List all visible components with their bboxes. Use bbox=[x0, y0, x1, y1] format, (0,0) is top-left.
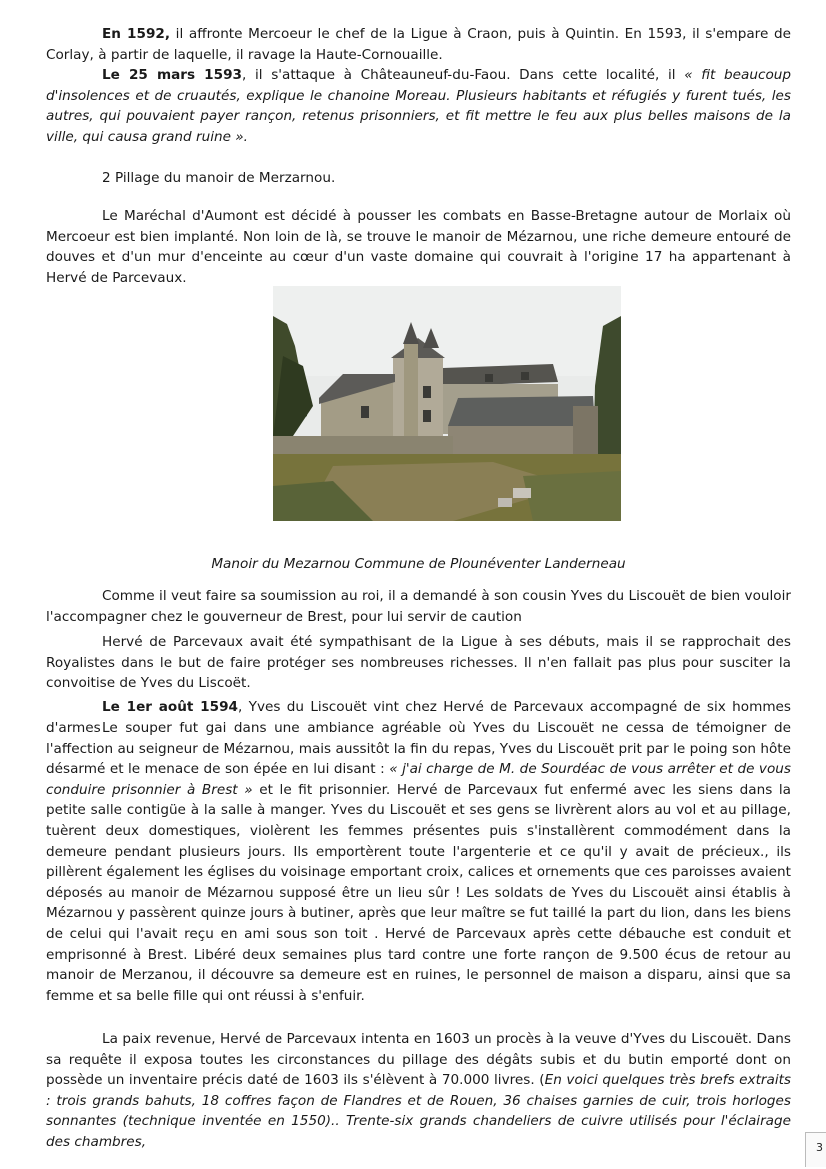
paragraph-1er-aout-1594: Le 1er août 1594, Yves du Liscouët vint chez Hervé de Parcevaux accompagné de six hommes d'armes bbox=[46, 699, 792, 736]
paragraph-1592: En 1592, il affronte Mercoeur le chef de la Ligue à Craon, puis à Quintin. En 1593, il s'empare de Corlay, à partir de laquelle, il ravage la Haute-Cornouaille. bbox=[46, 26, 791, 63]
photo-caption: Manoir du Mezarnou Commune de Plounéventer Landerneau bbox=[211, 555, 626, 572]
paragraph-soumission: Comme il veut faire sa soumission au roi, il a demandé à son cousin Yves du Liscouët de bien vouloir l'accompagner chez le gouverneur de Brest, pour lui servir de caution bbox=[46, 588, 791, 625]
quote-sourdeac: « j'ai charge de M. de Sourdéac de vous arrêter et de vous conduire prisonnier à Brest » bbox=[46, 761, 791, 798]
paragraph-sympathisant: Hervé de Parcevaux avait été sympathisant de la Ligue à ses débuts, mais il se rapprochait des Royalistes dans le but de faire protéger ses nombreuses richesses. Il n'en fallait pas plus pour susciter la convoitise de Yves du Liscoët. bbox=[46, 634, 791, 692]
quote-chanoine-moreau: « fit beaucoup d'insolences et de cruautés, explique le chanoine Moreau. Plusieurs habitants et réfugiés y furent tués, les autres, qui pouvaient payer rançon, retenus prisonniers, et fit mettre le feu aux plus belles maisons de la ville, qui causa grand ruine ». bbox=[46, 67, 792, 145]
manoir-photo bbox=[273, 286, 621, 521]
date-1592: En 1592, bbox=[102, 26, 171, 42]
section-heading: 2 Pillage du manoir de Merzarnou. bbox=[102, 170, 336, 186]
page-number: 3 bbox=[805, 1132, 826, 1167]
date-1er-aout-1594: Le 1er août 1594 bbox=[102, 699, 239, 715]
paragraph-souper: Le souper fut gai dans une ambiance agréable où Yves du Liscouët ne cessa de témoigner de l'affection au seigneur de Mézarnou, mais aussitôt la fin du repas, Yves du Liscouët prit par le poing son hôte désarmé et le menace de son épée en lui disant : « j'ai charge de M. de Sourdéac de vous arrêter et de vous conduire prisonnier à Brest » et le fit prisonnier. Hervé de Parcevaux fut enfermé avec les siens dans la petite salle contigüe à la salle à manger. Yves du Liscouët et ses gens se livrèrent alors au vol et au pillage, tuèrent deux domestiques, violèrent les femmes présentes puis s'installèrent commodément dans la demeure pendant plusieurs jours. Ils emportèrent toute l'argenterie et ce qu'il y avait de précieux., ils pillèrent également les églises du voisinage emportant croix, calices et ornements que ces paroisses avaient déposés au manoir de Mézarnou supposé être un lieu sûr ! Les soldats de Yves du Liscouët ainsi établis à Mézarnou y passèrent quinze jours à butiner, après que leur maître se fut taillé la part du lion, dans les biens de celui qui l'avait reçu en ami sous son toit . Hervé de Parcevaux après cette débauche est conduit et emprisonné à Brest. Libéré deux semaines plus tard contre une forte rançon de 9.500 écus de retour au manoir de Merzanou, il découvre sa demeure est en ruines, le personnel de maison a disparu, ainsi que sa femme et sa belle fille qui ont réussi à s'enfuir. bbox=[46, 720, 792, 1004]
paragraph-paix-revenue: La paix revenue, Hervé de Parcevaux intenta en 1603 un procès à la veuve d'Yves du Liscouët. Dans sa requête il exposa toutes les circonstances du pillage des dégâts subis et du butin emporté dont on possède un inventaire précis daté de 1603 ils s'élèvent à 70.000 livres. (En voici quelques très brefs extraits : trois grands bahuts, 18 coffres façon de Flandres et de Rouen, 36 chaises garnies de cuir, trois horloges sonnantes (technique inventée en 1550).. Trente-six grands chandeliers de cuivre utilisés pour l'éclairage des chambres, bbox=[46, 1031, 792, 1150]
date-25-mars-1593: Le 25 mars 1593 bbox=[102, 67, 242, 83]
inventory-excerpt: En voici quelques très brefs extraits : trois grands bahuts, 18 coffres façon de Flandres et de Rouen, 36 chaises garnies de cuir, trois horloges sonnantes (technique inventée en 1550).. Trente-six grands chandeliers de cuivre utilisés pour l'éclairage des chambres, bbox=[46, 1072, 792, 1150]
paragraph-1593: Le 25 mars 1593, il s'attaque à Châteauneuf-du-Faou. Dans cette localité, il « fit beaucoup d'insolences et de cruautés, explique le chanoine Moreau. Plusieurs habitants et réfugiés y furent tués, les autres, qui pouvaient payer rançon, retenus prisonniers, et fit mettre le feu aux plus belles maisons de la ville, qui causa grand ruine ». bbox=[46, 67, 792, 145]
paragraph-marechal: Le Maréchal d'Aumont est décidé à pousser les combats en Basse-Bretagne autour de Morlaix où Mercoeur est bien implanté. Non loin de là, se trouve le manoir de Mézarnou, une riche demeure entouré de douves et d'un mur d'enceinte au cœur d'un vaste domaine qui couvrait à l'origine 17 ha appartenant à Hervé de Parcevaux. bbox=[46, 208, 791, 286]
